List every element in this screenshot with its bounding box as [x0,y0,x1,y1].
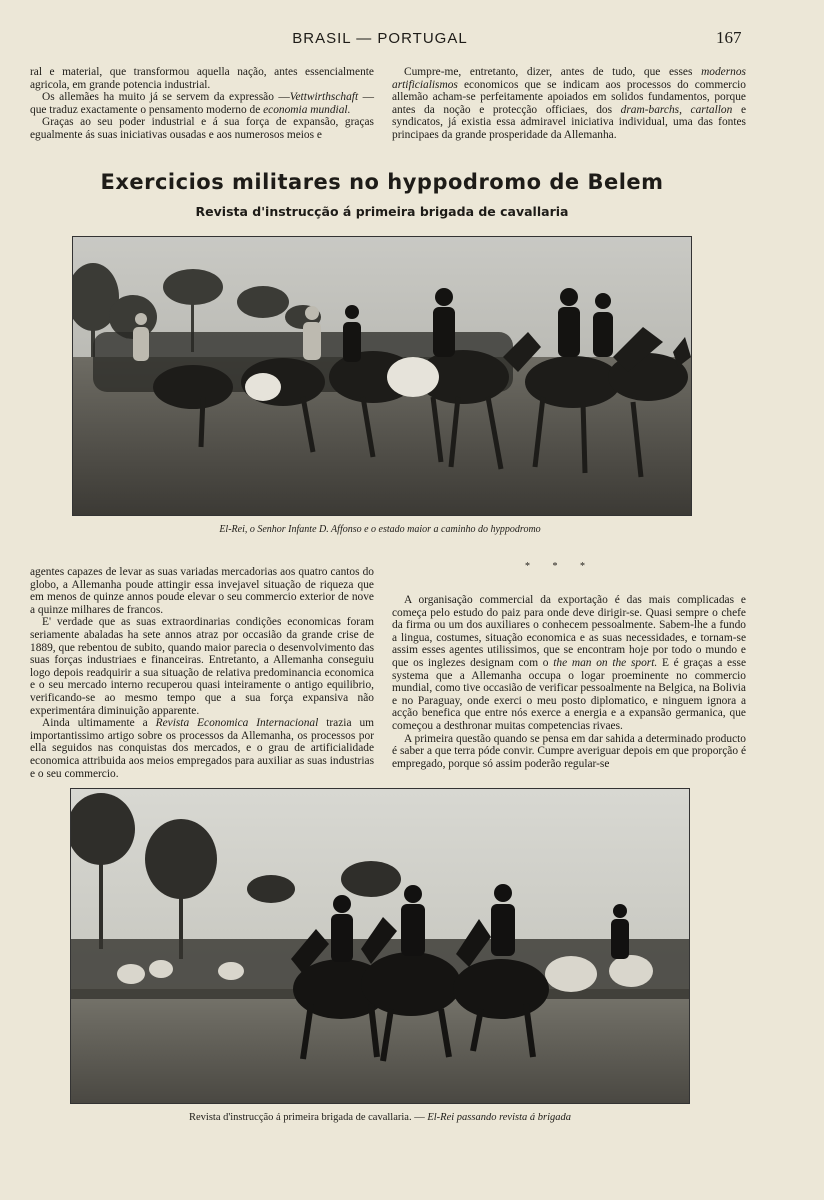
paragraph: Os allemães ha muito já se servem da expressão —Vettwirthschaft — que traduz exactamente o pensamento moderno de economia mundial. [30,91,374,116]
photo-1-caption: El-Rei, o Senhor Infante D. Affonso e o estado maior a caminho do hyppodromo [219,524,541,535]
paragraph: agentes capazes de levar as suas variadas mercadorias aos quatro cantos do globo, a Allemanha poude attingir essa invejavel situação de riqueza que em menos de quinze annos poude elevar o seu commercio exterior de nove a quinze milhares de francos. [30,566,374,616]
photo-cavalry-officers [72,236,692,516]
section-separator-stars: * * * [525,561,595,572]
paragraph: A organisação commercial da exportação é das mais complicadas e começa pelo estudo do paiz para onde deve dirigir-se. Quasi sempre o chefe da firma ou um dos auxiliares o conhecem pessoalmente. Sabem-lhe a fundo a lingua, costumes, situação economica e as suas necessidades, e tornam-se assim esses agentes utilissimos, que se encontram hoje por todo o mundo e que os inglezes designam com o the man on the sport. E é graças a esse systema que a Allemanha occupa o logar proeminente no commercio mundial, como tive occasião de verificar pessoalmente na Belgica, na Bolivia e no Paraguay, onde exerci o meu posto diplomatico, e ninguem ignora a acção benefica que entre nós exerce a energia e a expansão germanica, que começou a desthronar muitas competencias rivaes. [392,594,746,732]
article-subtitle: Revista d'instrucção á primeira brigada de cavallaria [195,204,569,219]
paragraph: Ainda ultimamente a Revista Economica Internacional trazia um importantissimo artigo sobre os processos da Allemanha, os processos por ella seguidos nas conquistas dos mercados, e o grau de artificialidade economica attribuida aos meios empregados para auxiliar as suas industrias e o seu commercio. [30,717,374,780]
paragraph: E' verdade que as suas extraordinarias condições economicas foram seriamente abaladas ha sete annos atraz por occasião da grande crise de 1889, que rebentou de subito, quando maior parecia o desenvolvimento das suas forças industriaes e financeiras. Entretanto, a Allemanha conseguiu logo depois readquirir a sua situação de relativa predominancia economica e o seu mercado interno recuperou quasi inteiramente o antigo equilibrio, verificando-se ao mesmo tempo que a sua força expansiva não experimentára diminuição apparente. [30,616,374,717]
running-header: BRASIL — PORTUGAL [292,30,468,47]
paragraph: Graças ao seu poder industrial e á sua força de expansão, graças egualmente ás suas iniciativas ousadas e aos numerosos meios e [30,116,374,141]
photo-2-caption: Revista d'instrucção á primeira brigada de cavallaria. — El-Rei passando revista á brigada [188,1112,572,1123]
mid-left-column [30,566,374,780]
paragraph: Cumpre-me, entretanto, dizer, antes de tudo, que esses modernos artificialismos economicos que se indicam aos processos do commercio allemão acham-se perfeitamente apoiados em solidos fundamentos, porque antes da noção e protecção officiaes, dos dram-barchs, cartallon e syndicatos, já existia essa admiravel iniciativa individual, uma das fontes principaes da grande prosperidade da Allemanha. [392,66,746,141]
top-left-column [30,66,374,142]
photo-illustration [73,237,691,515]
photo-illustration [71,789,689,1103]
photo-king-reviewing-brigade [70,788,690,1104]
top-right-column [392,66,746,142]
article-title: Exercicios militares no hyppodromo de Belem [100,170,664,194]
paragraph: ral e material, que transformou aquella nação, antes essencialmente agricola, em grande potencia industrial. [30,66,374,91]
paragraph: A primeira questão quando se pensa em dar sahida a determinado producto é saber a que terra póde convir. Cumpre averiguar depois em que proporção é empregado, porque só assim poderão regular-se [392,732,746,770]
page-number: 167 [716,28,742,47]
mid-right-column [392,594,746,770]
